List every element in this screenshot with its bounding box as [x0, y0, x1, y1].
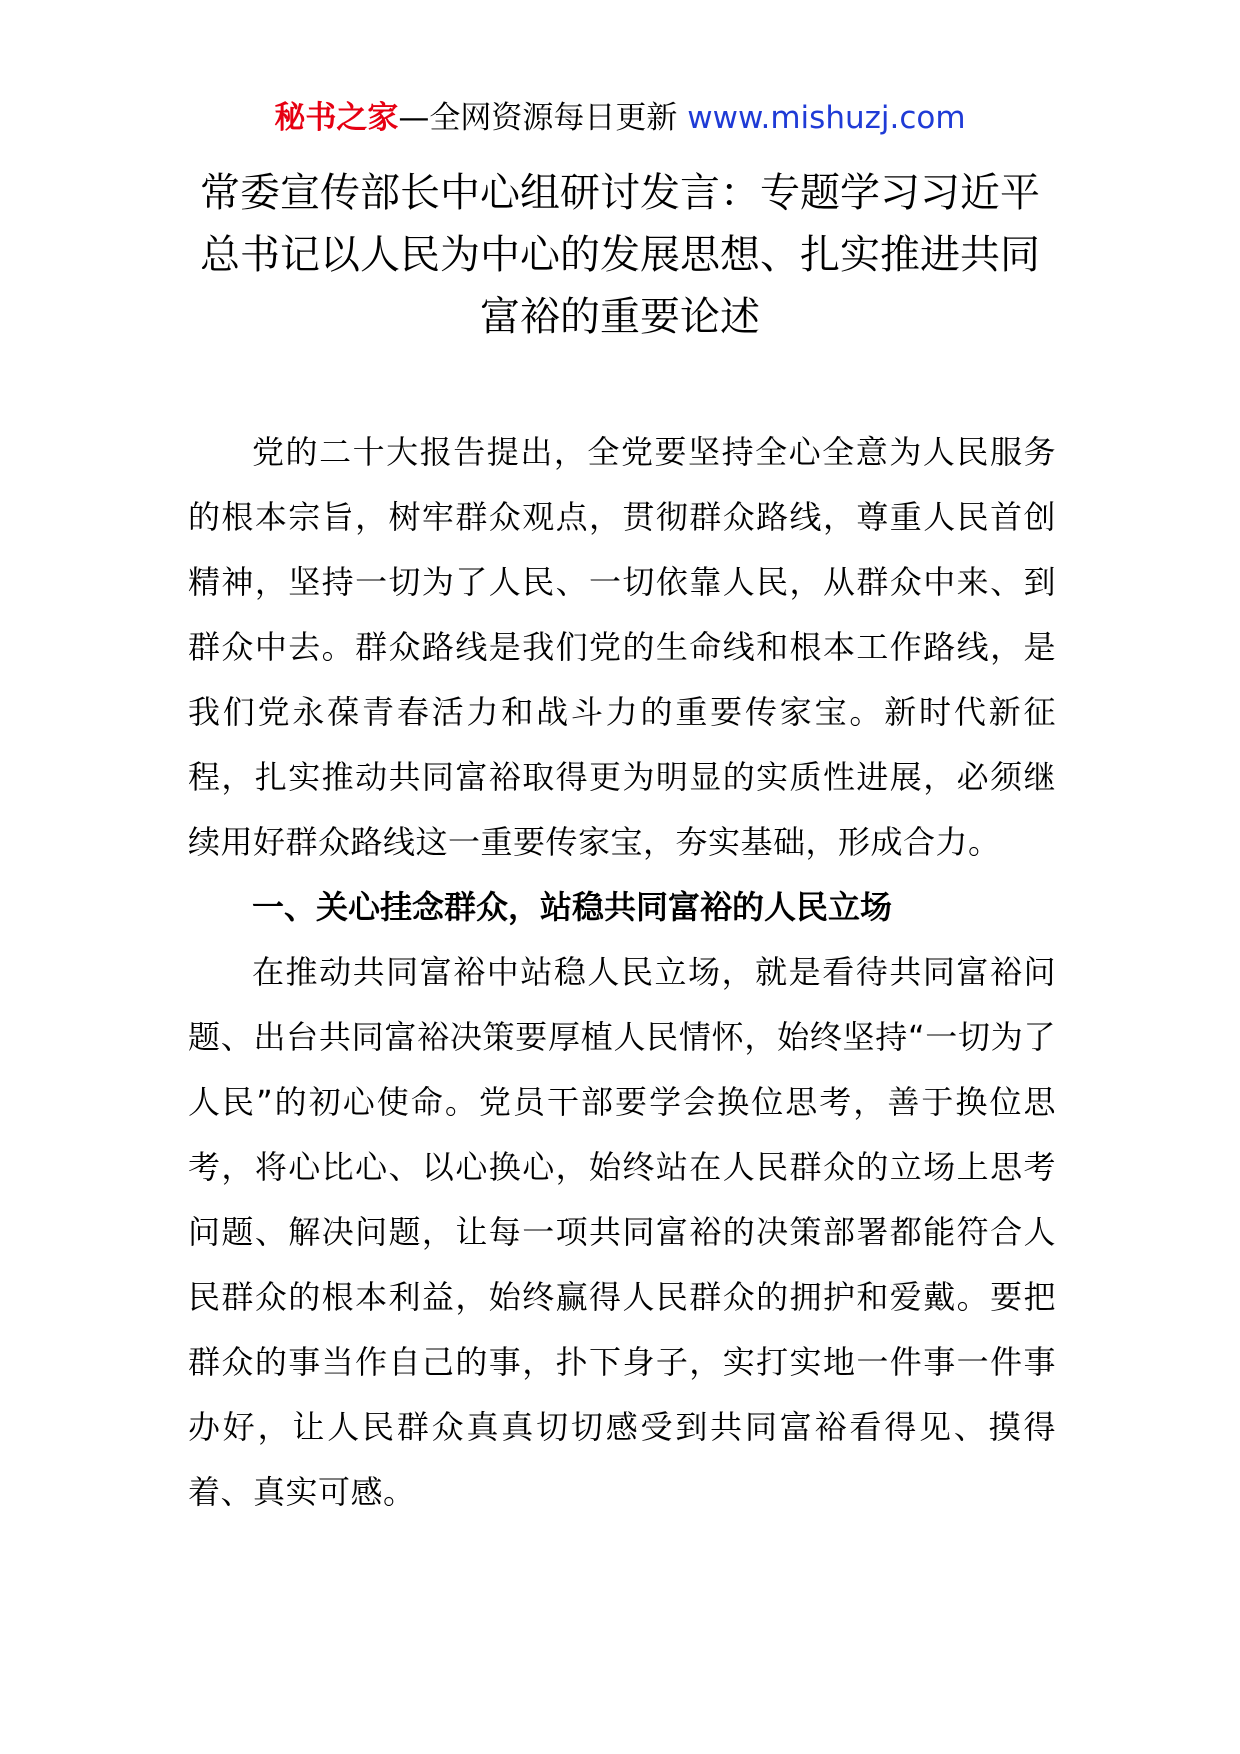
section-heading-1: 一、关心挂念群众，站稳共同富裕的人民立场	[252, 888, 893, 926]
site-header	[0, 98, 1240, 138]
document-title: 常委宣传部长中心组研讨发言：专题学习习近平总书记以人民为中心的发展思想、扎实推进共同富裕的重要论述	[200, 170, 1040, 340]
paragraph-section-1: 在推动共同富裕中站稳人民立场，就是看待共同富裕问题、出台共同富裕决策要厚植人民情怀，始终坚持“一切为了人民”的初心使命。党员干部要学会换位思考，善于换位思考，将心比心、以心换心，始终站在人民群众的立场上思考问题、解决问题，让每一项共同富裕的决策部署都能符合人民群众的根本利益，始终赢得人民群众的拥护和爱戴。要把群众的事当作自己的事，扑下身子，实打实地一件事一件事办好，让人民群众真真切切感受到共同富裕看得见、摸得着、真实可感。	[188, 953, 1056, 1511]
brand-name: 秘书之家	[274, 100, 399, 136]
site-url-link[interactable]: www.mishuzj.com	[687, 100, 966, 136]
site-tagline: —全网资源每日更新	[398, 100, 688, 136]
paragraph-intro: 党的二十大报告提出，全党要坚持全心全意为人民服务的根本宗旨，树牢群众观点，贯彻群众路线，尊重人民首创精神，坚持一切为了人民、一切依靠人民，从群众中来、到群众中去。群众路线是我们党的生命线和根本工作路线，是我们党永葆青春活力和战斗力的重要传家宝。新时代新征程，扎实推动共同富裕取得更为明显的实质性进展，必须继续用好群众路线这一重要传家宝，夯实基础，形成合力。	[188, 433, 1056, 861]
document-body	[188, 420, 1056, 1525]
